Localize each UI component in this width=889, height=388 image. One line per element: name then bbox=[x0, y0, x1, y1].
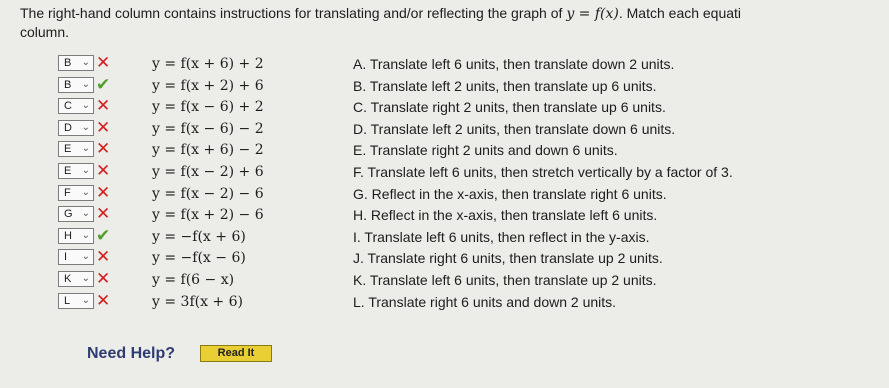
answer-select[interactable] bbox=[58, 77, 94, 93]
answer-select[interactable] bbox=[58, 271, 94, 287]
instructions-text-end: . Match each equati bbox=[618, 5, 742, 21]
choice-text: L. Translate right 6 units and down 2 units. bbox=[353, 293, 617, 310]
match-row bbox=[0, 162, 889, 182]
choice-text: G. Reflect in the x-axis, then translate right 6 units. bbox=[353, 185, 667, 202]
match-row bbox=[0, 76, 889, 96]
instructions-line2: column. bbox=[20, 24, 70, 40]
chevron-down-icon: ⌄ bbox=[81, 100, 90, 112]
answer-select-value: G bbox=[64, 208, 73, 221]
chevron-down-icon: ⌄ bbox=[81, 57, 90, 68]
answer-select[interactable] bbox=[58, 206, 94, 222]
match-row bbox=[0, 119, 889, 139]
x-mark-icon: ✕ bbox=[96, 290, 111, 310]
equation: y = f(x − 2) − 6 bbox=[152, 185, 264, 202]
equation: y = f(x − 2) + 6 bbox=[152, 164, 264, 180]
choice-text: J. Translate right 6 units, then translate up 2 units. bbox=[353, 250, 663, 267]
match-row bbox=[0, 248, 889, 268]
answer-select-value: D bbox=[64, 121, 72, 134]
answer-select-value: I bbox=[64, 251, 68, 264]
answer-select-value: B bbox=[64, 57, 72, 69]
answer-select[interactable] bbox=[58, 163, 94, 179]
choice-text: H. Reflect in the x-axis, then translate left 6 units. bbox=[353, 207, 658, 224]
choice-text: I. Translate left 6 units, then reflect in the y-axis. bbox=[353, 228, 650, 245]
chevron-down-icon: ⌄ bbox=[81, 143, 90, 155]
x-mark-icon: ✕ bbox=[96, 182, 111, 202]
chevron-down-icon: ⌄ bbox=[81, 294, 90, 306]
equation: y = f(x − 6) + 2 bbox=[152, 99, 264, 116]
x-mark-icon: ✕ bbox=[96, 204, 111, 224]
checkmark-icon: ✔ bbox=[96, 74, 111, 94]
match-row bbox=[0, 227, 889, 247]
answer-select-value: F bbox=[64, 186, 71, 199]
chevron-down-icon: ⌄ bbox=[81, 273, 90, 284]
match-row bbox=[0, 292, 889, 312]
x-mark-icon: ✕ bbox=[96, 117, 111, 137]
answer-select-value: H bbox=[64, 229, 72, 242]
instructions-math: y = f(x) bbox=[566, 6, 619, 22]
match-row bbox=[0, 270, 889, 290]
chevron-down-icon: ⌄ bbox=[81, 121, 90, 133]
match-row bbox=[0, 97, 889, 117]
chevron-down-icon: ⌄ bbox=[81, 208, 90, 220]
answer-select[interactable] bbox=[58, 120, 94, 136]
choice-text: B. Translate left 2 units, then translate up 6 units. bbox=[353, 77, 657, 94]
choice-text: K. Translate left 6 units, then translate up 2 units. bbox=[353, 272, 657, 288]
chevron-down-icon: ⌄ bbox=[81, 251, 90, 263]
answer-select[interactable] bbox=[58, 249, 94, 265]
match-row bbox=[0, 184, 889, 204]
x-mark-icon: ✕ bbox=[96, 269, 111, 288]
equation: y = f(x − 6) − 2 bbox=[152, 120, 264, 137]
instructions bbox=[20, 4, 889, 41]
answer-select[interactable] bbox=[58, 228, 94, 244]
x-mark-icon: ✕ bbox=[96, 53, 111, 72]
chevron-down-icon: ⌄ bbox=[81, 229, 90, 241]
equation: y = −f(x − 6) bbox=[152, 250, 246, 267]
match-row bbox=[0, 54, 889, 74]
answer-select-value: K bbox=[64, 273, 72, 285]
equation: y = f(x + 2) + 6 bbox=[152, 77, 264, 94]
choice-text: C. Translate right 2 units, then translate up 6 units. bbox=[353, 99, 666, 116]
choice-text: F. Translate left 6 units, then stretch vertically by a factor of 3. bbox=[353, 164, 733, 180]
equation: y = f(6 − x) bbox=[152, 272, 235, 288]
x-mark-icon: ✕ bbox=[96, 96, 111, 116]
answer-select-value: E bbox=[64, 143, 72, 156]
read-it-button[interactable]: Read It bbox=[200, 345, 272, 362]
equation: y = 3f(x + 6) bbox=[152, 293, 243, 310]
answer-select[interactable] bbox=[58, 55, 94, 71]
answer-select-value: B bbox=[64, 78, 72, 91]
chevron-down-icon: ⌄ bbox=[81, 165, 90, 176]
equation: y = f(x + 2) − 6 bbox=[152, 207, 264, 224]
instructions-text: The right-hand column contains instructions for translating and/or reflecting the graph of bbox=[20, 5, 567, 21]
choice-text: D. Translate left 2 units, then translate down 6 units. bbox=[353, 120, 676, 137]
x-mark-icon: ✕ bbox=[96, 247, 111, 267]
answer-select[interactable] bbox=[58, 293, 94, 309]
checkmark-icon: ✔ bbox=[96, 225, 111, 245]
equation: y = f(x + 6) + 2 bbox=[152, 56, 264, 72]
choice-text: A. Translate left 6 units, then translate down 2 units. bbox=[353, 56, 675, 72]
answer-select[interactable] bbox=[58, 141, 94, 157]
answer-select[interactable] bbox=[58, 185, 94, 201]
equation: y = −f(x + 6) bbox=[152, 228, 246, 245]
match-row bbox=[0, 140, 889, 160]
need-help-label: Need Help? bbox=[87, 345, 176, 362]
answer-select-value: L bbox=[64, 294, 71, 307]
answer-select[interactable] bbox=[58, 98, 94, 114]
chevron-down-icon: ⌄ bbox=[81, 78, 90, 90]
chevron-down-icon: ⌄ bbox=[81, 186, 90, 198]
answer-select-value: C bbox=[64, 100, 72, 113]
match-row bbox=[0, 205, 889, 225]
x-mark-icon: ✕ bbox=[96, 139, 111, 159]
answer-select-value: E bbox=[64, 165, 72, 177]
equation: y = f(x + 6) − 2 bbox=[152, 142, 264, 159]
x-mark-icon: ✕ bbox=[96, 161, 111, 180]
choice-text: E. Translate right 2 units and down 6 units. bbox=[353, 142, 618, 159]
